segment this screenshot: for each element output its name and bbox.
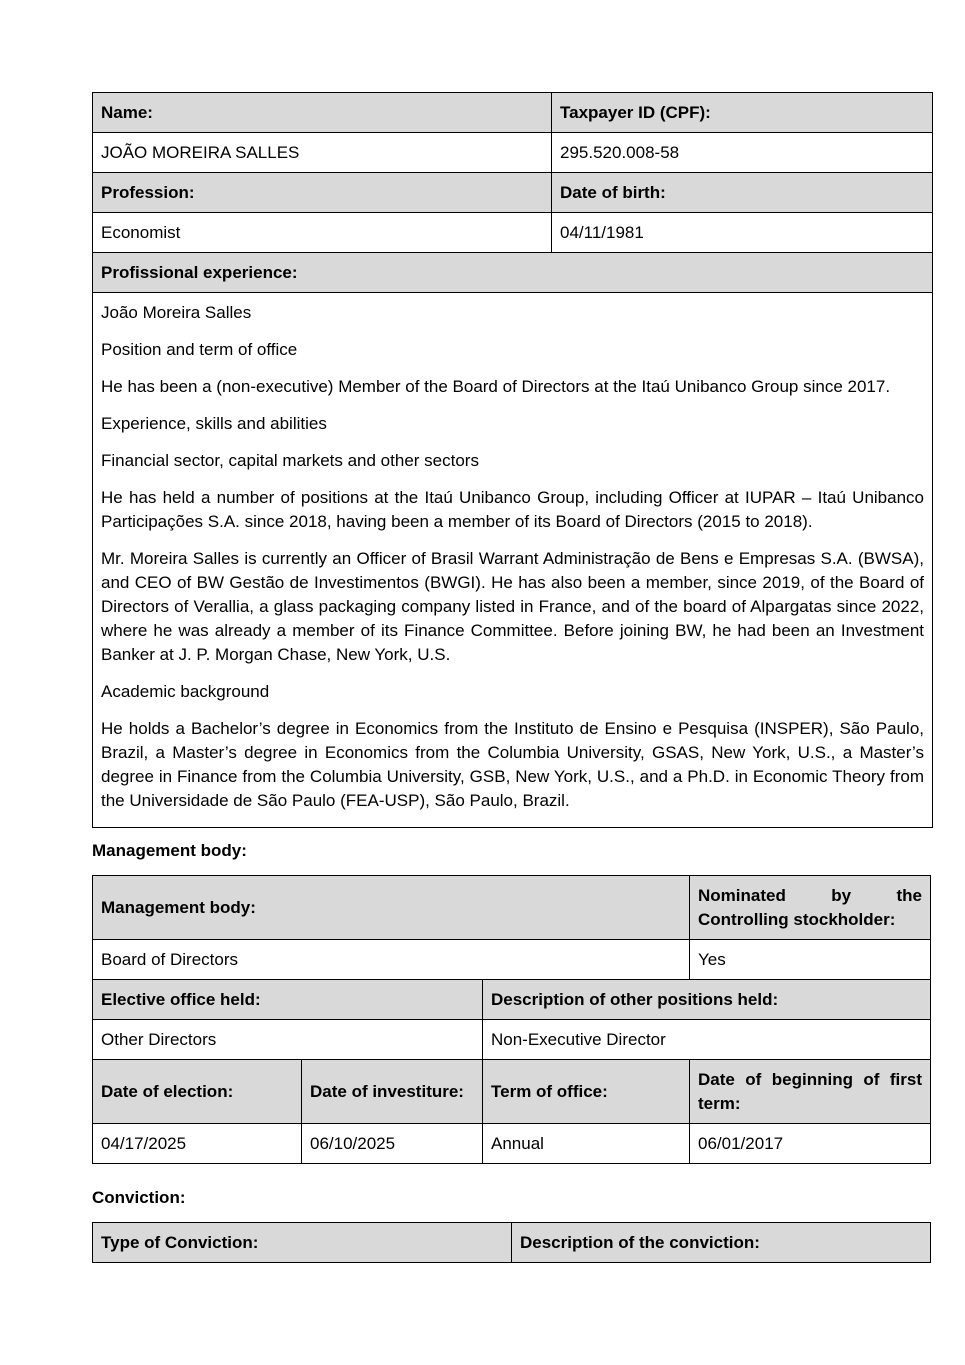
experience-paragraph: Experience, skills and abilities xyxy=(101,414,327,433)
election-date-label: Date of election: xyxy=(93,1060,302,1124)
experience-paragraph: João Moreira Salles xyxy=(101,303,252,322)
conviction-description-label: Description of the conviction: xyxy=(512,1223,931,1263)
investiture-date-value: 06/10/2025 xyxy=(302,1124,483,1164)
experience-paragraph: Academic background xyxy=(101,682,270,701)
experience-paragraph: Position and term of office xyxy=(101,340,298,359)
conviction-table xyxy=(92,1222,931,1263)
nominated-label: Nominated by the Controlling stockholder: xyxy=(690,876,931,940)
birth-date-value: 04/11/1981 xyxy=(552,213,933,253)
election-date-value: 04/17/2025 xyxy=(93,1124,302,1164)
experience-paragraph: He has been a (non-executive) Member of the Board of Directors at the Itaú Unibanco Group since 2017. xyxy=(101,377,891,396)
investiture-date-label: Date of investiture: xyxy=(302,1060,483,1124)
profession-value: Economist xyxy=(93,213,552,253)
cpf-label: Taxpayer ID (CPF): xyxy=(552,93,933,133)
first-term-date-value: 06/01/2017 xyxy=(690,1124,931,1164)
name-value: JOÃO MOREIRA SALLES xyxy=(93,133,552,173)
other-positions-value: Non-Executive Director xyxy=(483,1020,931,1060)
term-of-office-label: Term of office: xyxy=(483,1060,690,1124)
experience-content xyxy=(93,293,933,828)
management-body-label: Management body: xyxy=(93,876,690,940)
experience-paragraph: He holds a Bachelor’s degree in Economics from the Instituto de Ensino e Pesquisa (INSPER), São Paulo, Brazil, a Master’s degree in Economics from the Columbia University, GSAS, New York, U.S., a Master’s degree in Finance from the Columbia University, GSB, New York, U.S., and a Ph.D. in Economic Theory from the Universidade de São Paulo (FEA-USP), São Paulo, Brazil. xyxy=(101,719,924,810)
experience-paragraph: Financial sector, capital markets and other sectors xyxy=(101,451,479,470)
management-section-heading: Management body: xyxy=(92,841,247,860)
personal-info-table xyxy=(92,92,933,828)
name-label: Name: xyxy=(93,93,552,133)
management-table xyxy=(92,875,931,1164)
elective-office-label: Elective office held: xyxy=(93,980,483,1020)
experience-label: Profissional experience: xyxy=(93,253,933,293)
first-term-date-label: Date of beginning of first term: xyxy=(690,1060,931,1124)
management-body-value: Board of Directors xyxy=(93,940,690,980)
conviction-section-heading: Conviction: xyxy=(92,1188,186,1207)
experience-paragraph: He has held a number of positions at the Itaú Unibanco Group, including Officer at IUPAR – Itaú Unibanco Participações S.A. since 2018, having been a member of its Board of Directors (2015 to 2018). xyxy=(101,488,924,531)
profession-label: Profession: xyxy=(93,173,552,213)
conviction-type-label: Type of Conviction: xyxy=(93,1223,512,1263)
elective-office-value: Other Directors xyxy=(93,1020,483,1060)
other-positions-label: Description of other positions held: xyxy=(483,980,931,1020)
nominated-value: Yes xyxy=(690,940,931,980)
birth-date-label: Date of birth: xyxy=(552,173,933,213)
term-of-office-value: Annual xyxy=(483,1124,690,1164)
cpf-value: 295.520.008-58 xyxy=(552,133,933,173)
experience-paragraph: Mr. Moreira Salles is currently an Officer of Brasil Warrant Administração de Bens e Empresas S.A. (BWSA), and CEO of BW Gestão de Investimentos (BWGI). He has also been a member, since 2019, of the Board of Directors of Verallia, a glass packaging company listed in France, and of the board of Alpargatas since 2022, where he was already a member of its Finance Committee. Before joining BW, he had been an Investment Banker at J. P. Morgan Chase, New York, U.S. xyxy=(101,549,924,664)
